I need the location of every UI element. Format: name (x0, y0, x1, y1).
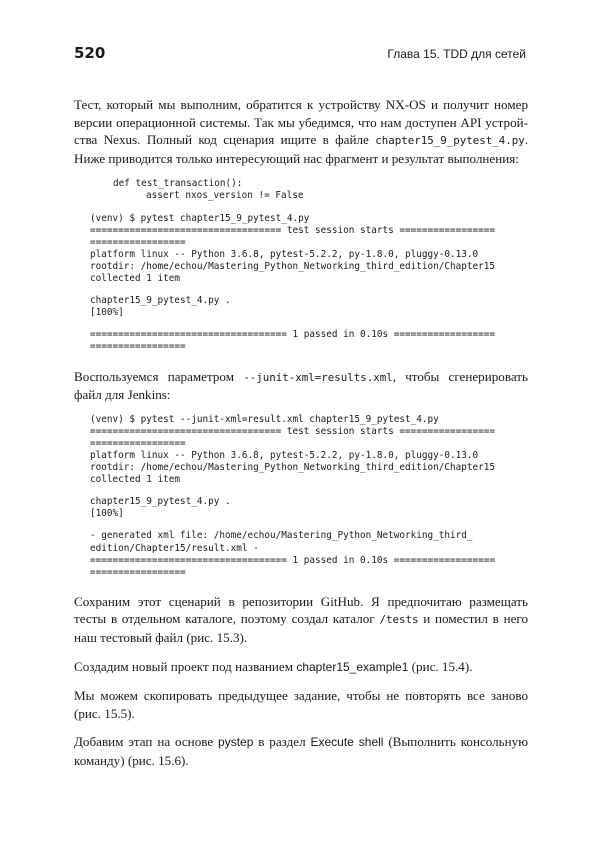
code-line: rootdir: /home/echou/Mastering_Python_Networking_third_edition/Chapter15 (90, 260, 496, 272)
code-snippet (90, 178, 528, 202)
code-line: (venv) $ pytest chapter15_9_pytest_4.py (90, 212, 310, 224)
inline-param: --junit-xml=results.xml (243, 370, 393, 384)
chapter-title: Глава 15. TDD для сетей (387, 47, 526, 61)
paragraph-add-step: Добавим этап на основе pystep в раздел Execute shell (Выполнить консольную команду) (рис. 15.6). (74, 734, 528, 768)
code-line: assert nxos_version != False (146, 190, 304, 202)
code-line: (venv) $ pytest --junit-xml=result.xml chapter15_9_pytest_4.py (90, 413, 439, 425)
page-content (74, 96, 528, 781)
code-line: ================= (90, 566, 186, 578)
inline-section-name: Execute shell (310, 735, 384, 750)
code-line: platform linux -- Python 3.6.8, pytest-5.2.2, py-1.8.0, pluggy-0.13.0 (90, 248, 479, 260)
code-line: =================================== 1 passed in 0.10s ================== (90, 554, 496, 566)
code-line: ================= (90, 437, 186, 449)
terminal-output-1 (90, 213, 528, 354)
terminal-output-2 (90, 414, 528, 579)
code-line: ================= (90, 236, 186, 248)
code-line: ================================== test session starts ================= (90, 224, 496, 236)
code-line: def test_transaction(): (113, 178, 243, 190)
code-line: rootdir: /home/echou/Mastering_Python_Networking_third_edition/Chapter15 (90, 462, 496, 474)
page-number: 520 (74, 44, 106, 62)
inline-dir: /tests (379, 613, 419, 627)
code-line: collected 1 item (90, 474, 181, 486)
code-line: [100%] (90, 508, 124, 520)
code-line: chapter15_9_pytest_4.py . (90, 295, 231, 307)
code-line: edition/Chapter15/result.xml - (90, 542, 259, 554)
inline-filename: chapter15_9_pytest_4.py (375, 134, 525, 148)
code-line: ================================== test session starts ================= (90, 425, 496, 437)
paragraph-github: Сохраним этот сценарий в репозитории GitHub. Я предпочитаю размещать тесты в отдельном каталоге, поэтому создал каталог /tests и поместил в него наш тестовый файл (рис. 15.3). (74, 593, 529, 645)
inline-tool-name: pystep (218, 735, 254, 750)
code-line: - generated xml file: /home/echou/Mastering_Python_Networking_third_ (90, 530, 473, 542)
paragraph-junit: Воспользуемся параметром --junit-xml=results.xml, чтобы сгенерировать файл для Jenkins: (74, 368, 528, 403)
code-line: ================= (90, 341, 186, 353)
paragraph-copy-job: Мы можем скопировать предыдущее задание, чтобы не повторять все заново (рис. 15.5). (74, 688, 528, 721)
paragraph-project: Создадим новый проект под названием chapter15_example1 (рис. 15.4). (74, 658, 473, 674)
code-line: [100%] (90, 307, 124, 319)
code-line: collected 1 item (90, 273, 181, 285)
code-line: platform linux -- Python 3.6.8, pytest-5.2.2, py-1.8.0, pluggy-0.13.0 (90, 449, 479, 461)
paragraph-intro: Тест, который мы выполним, обратится к устройству NX-OS и получит номер версии операционной системы. Так мы убедимся, что нам доступен API устрой-ства Nexus. Полный код сценария ищите в файле chapter15_9_pytest_4.py. Ниже приводится только интересующий нас фрагмент и результат выполнения: (74, 97, 528, 166)
code-line: chapter15_9_pytest_4.py . (90, 496, 231, 508)
inline-project-name: chapter15_example1 (296, 659, 409, 674)
code-line: =================================== 1 passed in 0.10s ================== (90, 329, 496, 341)
